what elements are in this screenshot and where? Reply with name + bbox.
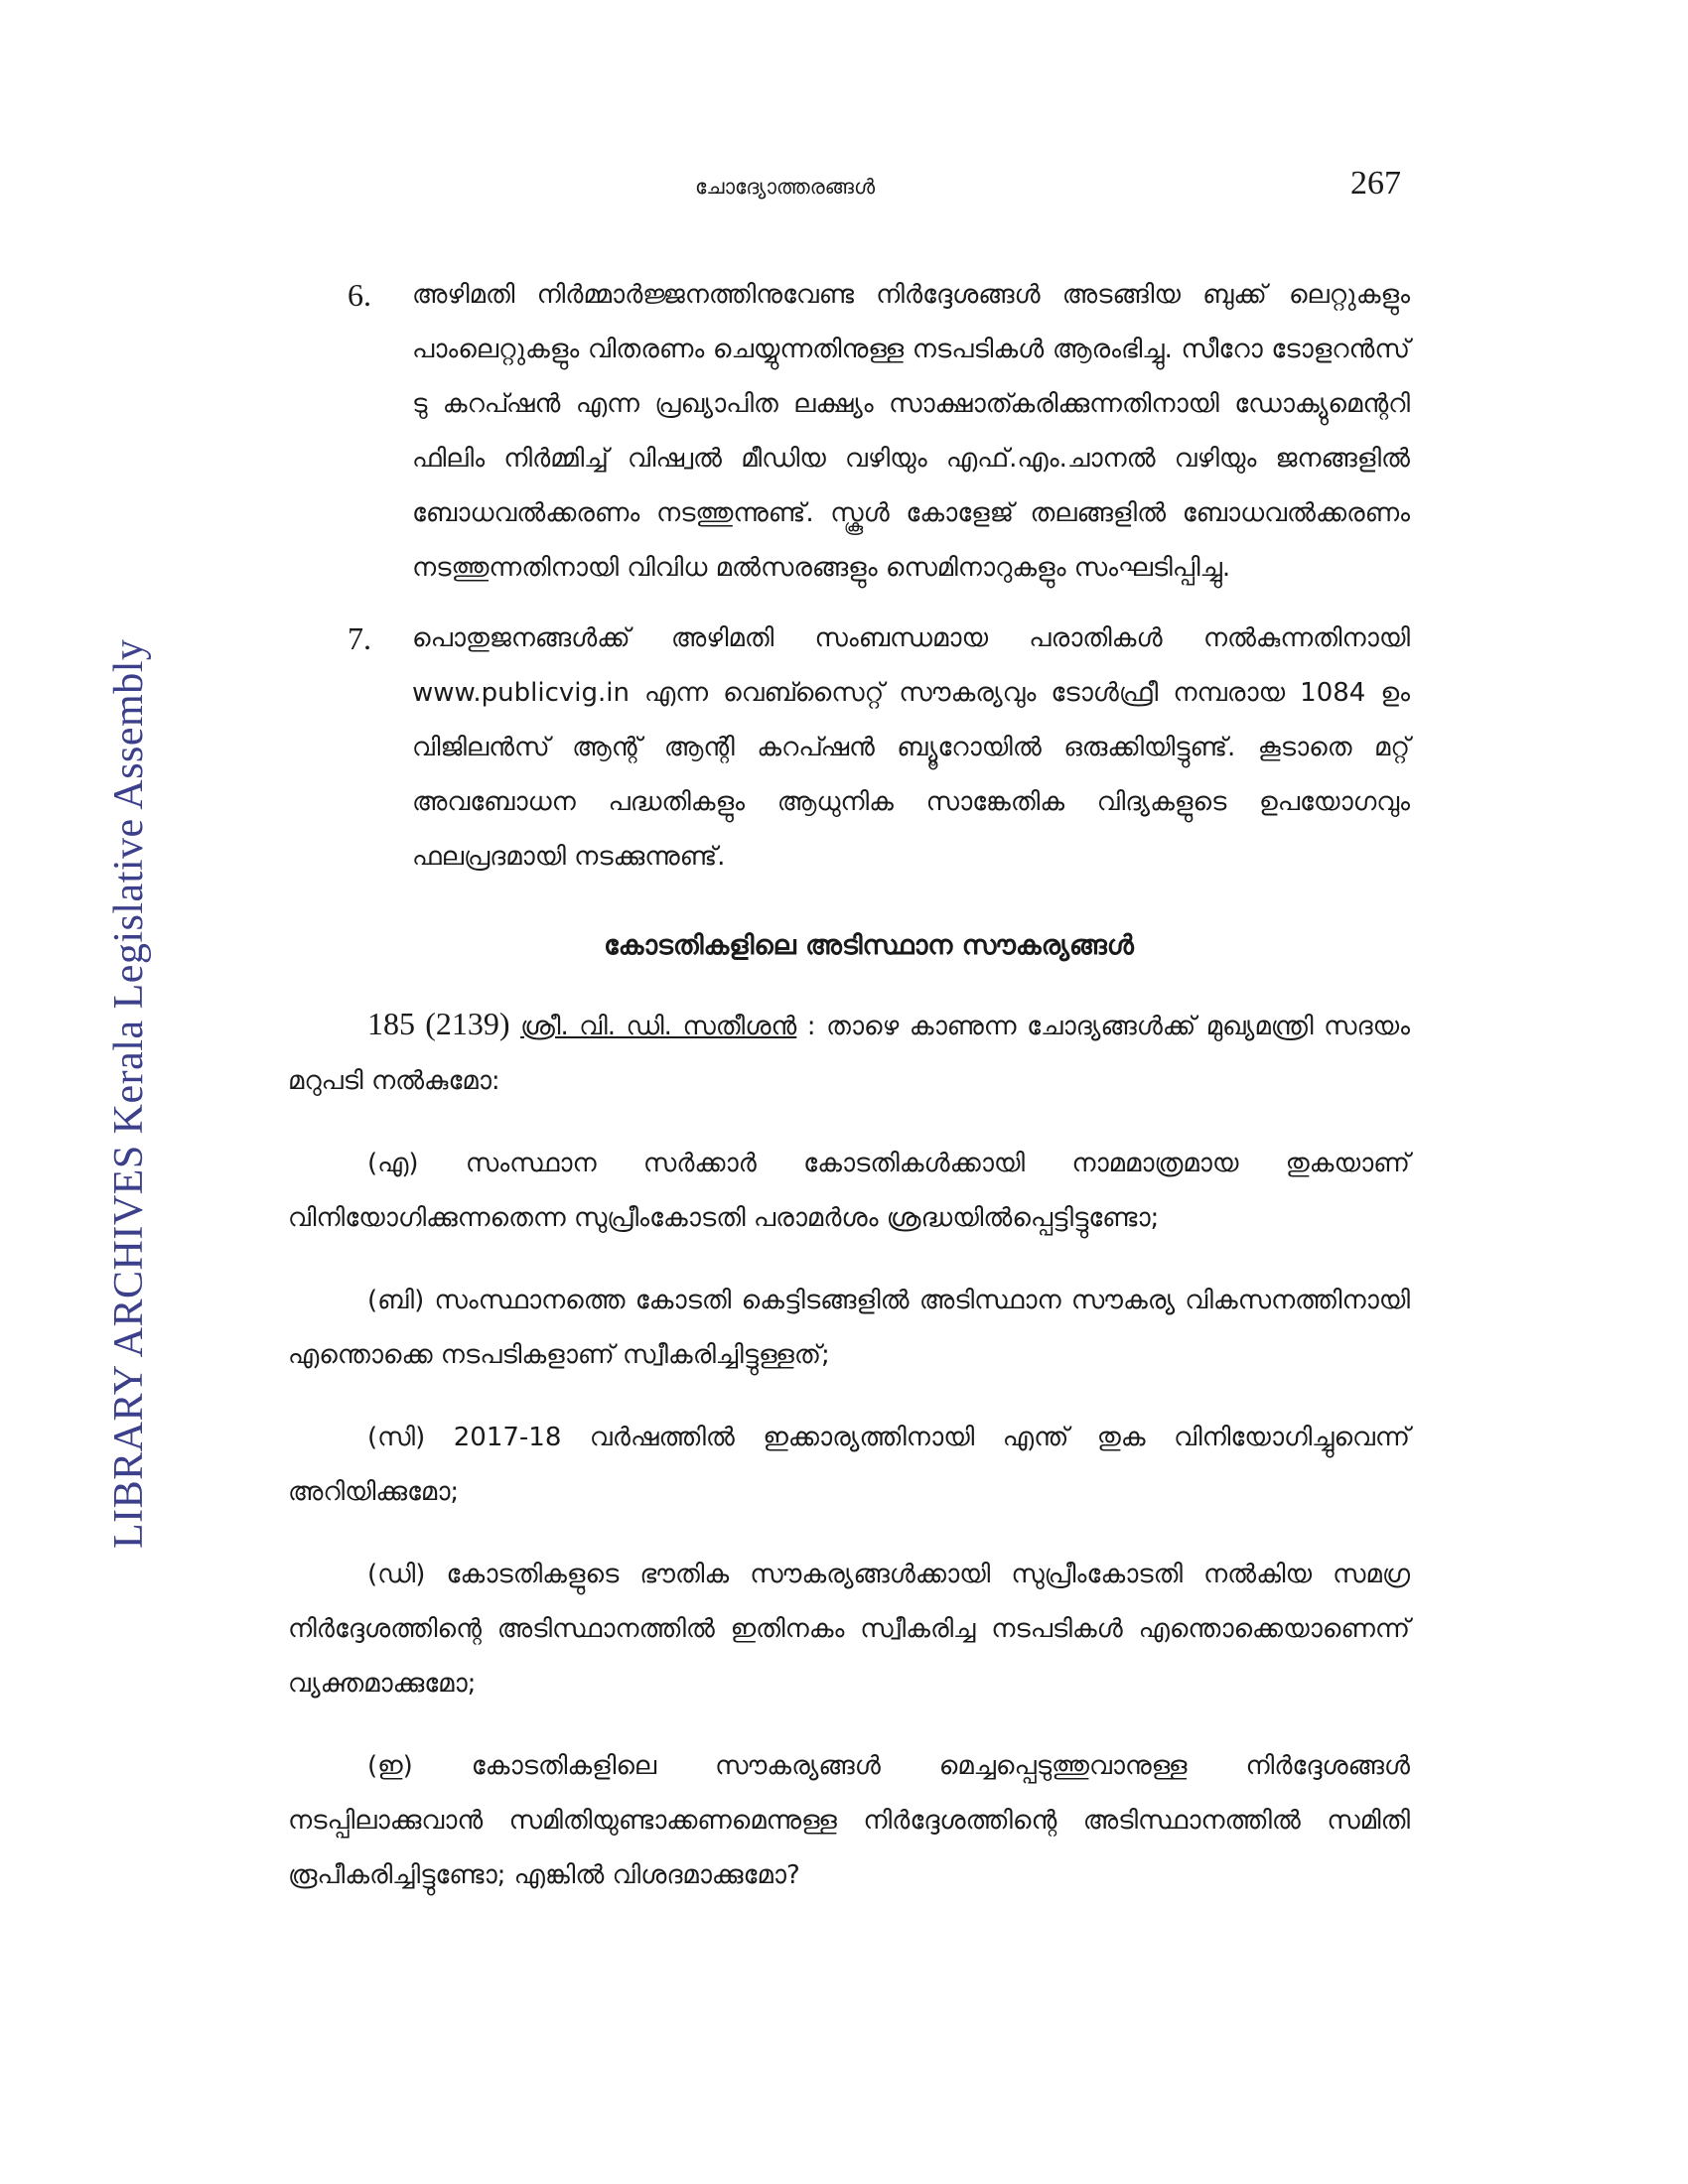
watermark — [0, 0, 199, 2184]
question-part-b: (ബി) സംസ്ഥാനത്തെ കോടതി കെട്ടിടങ്ങളിൽ അടിസ്ഥാന സൗകര്യ വികസനത്തിനായി എന്തൊക്കെ നടപടികളാണ് സ്വീകരിച്ചിട്ടുള്ളത്; — [288, 1286, 1410, 1370]
answer-item-7 — [288, 612, 1410, 885]
item-text: പൊതുജനങ്ങൾക്ക് അഴിമതി സംബന്ധമായ പരാതികൾ നൽകുന്നതിനായി www.publicvig.in എന്ന വെബ്സൈറ്റ് സൗകര്യവും ടോൾഫ്രീ നമ്പരായ 1084 ഉം വിജിലൻസ് ആന്റ് ആന്റി കറപ്ഷൻ ബ്യൂറോയിൽ ഒരുക്കിയിട്ടുണ്ട്. കൂടാതെ മറ്റ് അവബോധന പദ്ധതികളും ആധുനിക സാങ്കേതിക വിദ്യകളുടെ ഉപയോഗവും ഫലപ്രദമായി നടക്കുന്നുണ്ട്. — [412, 623, 1410, 872]
question-number: 185 (2139) — [367, 1006, 510, 1041]
answer-item-6 — [288, 268, 1410, 596]
member-name: ശ്രീ. വി. ഡി. സതീശൻ — [520, 1012, 797, 1041]
question-part-c: (സി) 2017-18 വർഷത്തിൽ ഇക്കാര്യത്തിനായി എന്ത് തുക വിനിയോഗിച്ചുവെന്ന് അറിയിക്കുമോ; — [288, 1423, 1410, 1507]
section-heading: കോടതികളിലെ അടിസ്ഥാന സൗകര്യങ്ങൾ — [604, 930, 1134, 961]
question-part-d: (ഡി) കോടതികളുടെ ഭൗതിക സൗകര്യങ്ങൾക്കായി സുപ്രീംകോടതി നൽകിയ സമഗ്ര നിർദ്ദേശത്തിന്റെ അടിസ്ഥാനത്തിൽ ഇതിനകം സ്വീകരിച്ച നടപടികൾ എന്തൊക്കെയാണെന്ന് വ്യക്തമാക്കുമോ; — [288, 1560, 1410, 1699]
page-number: 267 — [1350, 165, 1401, 202]
item-text: അഴിമതി നിർമ്മാർജ്ജനത്തിനുവേണ്ട നിർദ്ദേശങ്ങൾ അടങ്ങിയ ബുക്ക് ലെറ്റുകളും പാംലെറ്റുകളും വിതരണം ചെയ്യുന്നതിനുള്ള നടപടികൾ ആരംഭിച്ചു. സീറോ ടോളറൻസ് ടു കറപ്ഷൻ എന്ന പ്രഖ്യാപിത ലക്ഷ്യം സാക്ഷാത്കരിക്കുന്നതിനായി ഡോക്യുമെന്ററി ഫിലിം നിർമ്മിച്ച് വിഷ്വൽ മീഡിയ വഴിയും എഫ്.എം.ചാനൽ വഴിയും ജനങ്ങളിൽ ബോധവൽക്കരണം നടത്തുന്നുണ്ട്. സ്കൂൾ കോളേജ് തലങ്ങളിൽ ബോധവൽക്കരണം നടത്തുന്നതിനായി വിവിധ മൽസരങ്ങളും സെമിനാറുകളും സംഘടിപ്പിച്ചു. — [412, 280, 1410, 583]
item-number: 6. — [348, 277, 371, 313]
page-header-title: ചോദ്യോത്തരങ്ങൾ — [695, 175, 876, 199]
question-part-e: (ഇ) കോടതികളിലെ സൗകര്യങ്ങൾ മെച്ചപ്പെടുത്തുവാനുള്ള നിർദ്ദേശങ്ങൾ നടപ്പിലാക്കുവാൻ സമിതിയുണ്ടാക്കണമെന്നുള്ള നിർദ്ദേശത്തിന്റെ അടിസ്ഥാനത്തിൽ സമിതി രൂപീകരിച്ചിട്ടുണ്ടോ; എങ്കിൽ വിശദമാക്കുമോ? — [288, 1751, 1410, 1890]
item-number: 7. — [348, 620, 371, 656]
page-body — [288, 268, 1410, 1931]
question-intro-text: : താഴെ കാണുന്ന ചോദ്യങ്ങൾക്ക് മുഖ്യമന്ത്രി സദയം മറുപടി നൽകുമോ: — [288, 1012, 1410, 1096]
question-part-a: (എ) സംസ്ഥാന സർക്കാർ കോടതികൾക്കായി നാമമാത്രമായ തുകയാണ് വിനിയോഗിക്കുന്നതെന്ന സുപ്രീംകോടതി പരാമർശം ശ്രദ്ധയിൽപ്പെട്ടിട്ടുണ്ടോ; — [288, 1149, 1410, 1233]
watermark-text: LIBRARY ARCHIVES Kerala Legislative Assembly — [106, 638, 152, 1549]
question-intro — [288, 997, 1410, 1109]
